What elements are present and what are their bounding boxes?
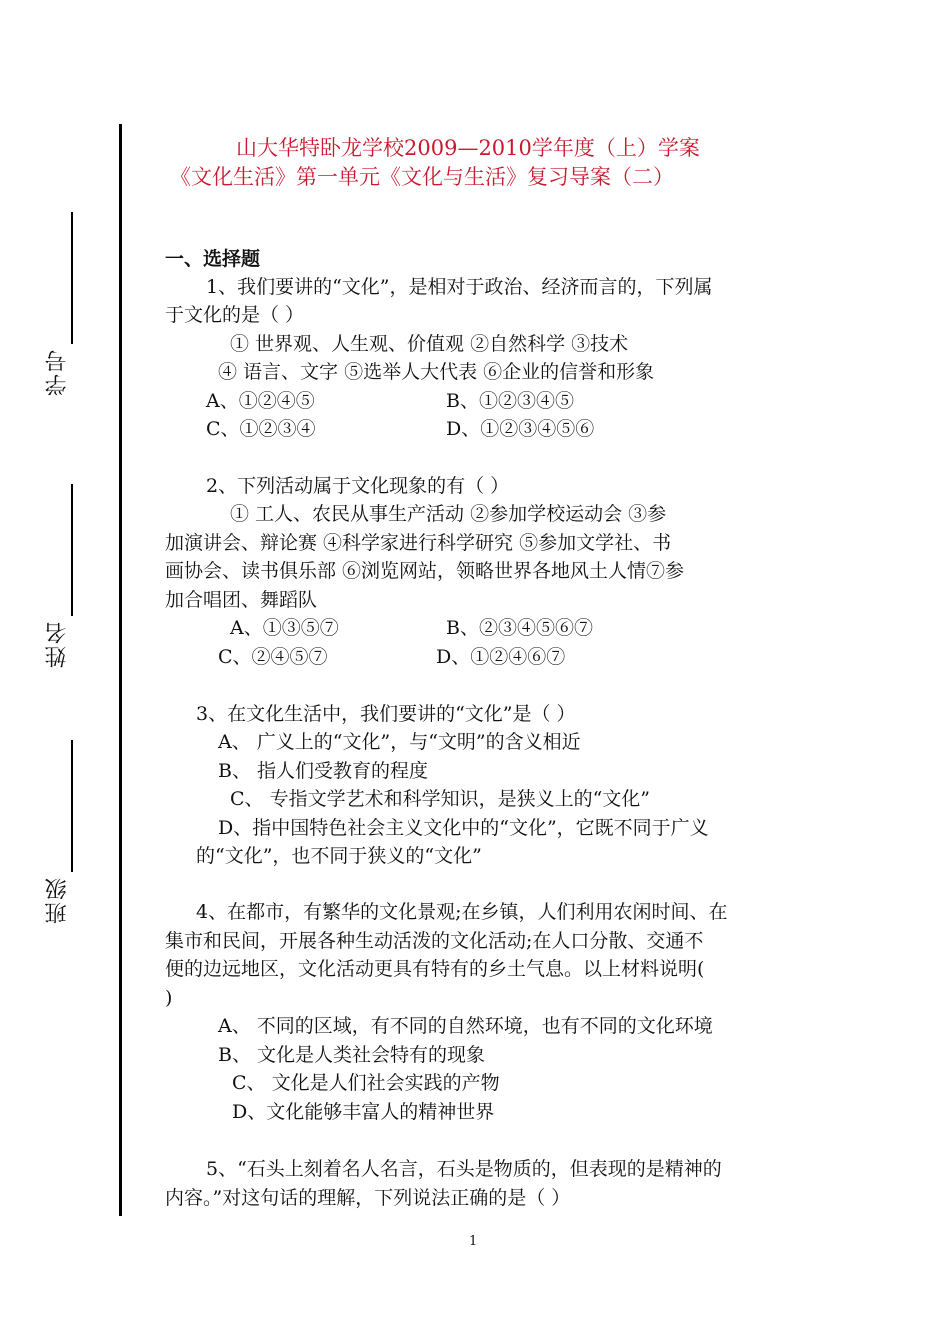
student-id-label: 学号 — [45, 348, 70, 396]
choice-c[interactable]: C、 专指文学艺术和科学知识，是狭义上的“文化” — [230, 788, 651, 810]
choice-d[interactable]: D、指中国特色社会主义文化中的“文化”，它既不同于广义 — [218, 817, 709, 839]
question-text: 1、我们要讲的“文化”，是相对于政治、经济而言的，下列属 — [206, 276, 713, 298]
choice-a[interactable]: A、 广义上的“文化”，与“文明”的含义相近 — [218, 731, 581, 753]
option-list: ④ 语言、文字 ⑤选举人大代表 ⑥企业的信誉和形象 — [218, 361, 655, 383]
choice-d-continued: 的“文化”，也不同于狭义的“文化” — [196, 845, 482, 867]
document-title-line2: 《文化生活》第一单元《文化与生活》复习导案（二） — [170, 165, 674, 189]
name-blank[interactable] — [71, 484, 73, 616]
option-list: 画协会、读书俱乐部 ⑥浏览网站，领略世界各地风土人情⑦参 — [165, 560, 685, 582]
choice-d[interactable]: D、①②④⑥⑦ — [436, 646, 566, 668]
question-text: 4、在都市，有繁华的文化景观;在乡镇，人们利用农闲时间、在 — [196, 901, 728, 923]
question-text: 3、在文化生活中，我们要讲的“文化”是（ ） — [196, 703, 576, 725]
choice-b[interactable]: B、②③④⑤⑥⑦ — [446, 617, 593, 639]
question-text: 5、“石头上刻着名人名言，石头是物质的，但表现的是精神的 — [206, 1158, 722, 1180]
class-blank[interactable] — [71, 740, 73, 872]
section-heading: 一、选择题 — [165, 248, 261, 270]
choice-a[interactable]: A、 不同的区域，有不同的自然环境，也有不同的文化环境 — [218, 1015, 713, 1037]
choice-a[interactable]: A、①②④⑤ — [206, 390, 315, 412]
question-text: ) — [165, 987, 173, 1009]
option-list: ① 工人、农民从事生产活动 ②参加学校运动会 ③参 — [230, 503, 667, 525]
question-text: 集市和民间，开展各种生动活泼的文化活动;在人口分散、交通不 — [165, 930, 704, 952]
choice-c[interactable]: C、②④⑤⑦ — [218, 646, 328, 668]
choice-b[interactable]: B、 文化是人类社会特有的现象 — [218, 1044, 486, 1066]
name-field — [42, 484, 73, 668]
question-text: 便的边远地区，文化活动更具有特有的乡土气息。以上材料说明( — [165, 958, 705, 980]
student-id-field — [42, 212, 73, 396]
class-field — [42, 740, 73, 924]
binding-margin-line — [119, 124, 122, 1216]
choice-b[interactable]: B、 指人们受教育的程度 — [218, 760, 429, 782]
choice-c[interactable]: C、①②③④ — [206, 418, 316, 440]
question-text: 内容。”对这句话的理解，下列说法正确的是（ ） — [165, 1187, 571, 1209]
name-label: 姓名 — [45, 620, 70, 668]
option-list: 加合唱团、舞蹈队 — [165, 589, 318, 611]
student-id-blank[interactable] — [71, 212, 73, 344]
option-list: ① 世界观、人生观、价值观 ②自然科学 ③技术 — [230, 333, 629, 355]
choice-d[interactable]: D、①②③④⑤⑥ — [446, 418, 595, 440]
class-label: 班级 — [45, 876, 70, 924]
choice-d[interactable]: D、文化能够丰富人的精神世界 — [232, 1101, 495, 1123]
document-title-line1: 山大华特卧龙学校2009—2010学年度（上）学案 — [236, 136, 700, 160]
option-list: 加演讲会、辩论赛 ④科学家进行科学研究 ⑤参加文学社、书 — [165, 532, 672, 554]
choice-b[interactable]: B、①②③④⑤ — [446, 390, 574, 412]
question-text: 2、下列活动属于文化现象的有（ ） — [206, 475, 510, 497]
choice-a[interactable]: A、①③⑤⑦ — [230, 617, 339, 639]
question-text: 于文化的是（ ） — [165, 304, 305, 326]
choice-c[interactable]: C、 文化是人们社会实践的产物 — [232, 1072, 500, 1094]
page-number: 1 — [469, 1234, 478, 1249]
